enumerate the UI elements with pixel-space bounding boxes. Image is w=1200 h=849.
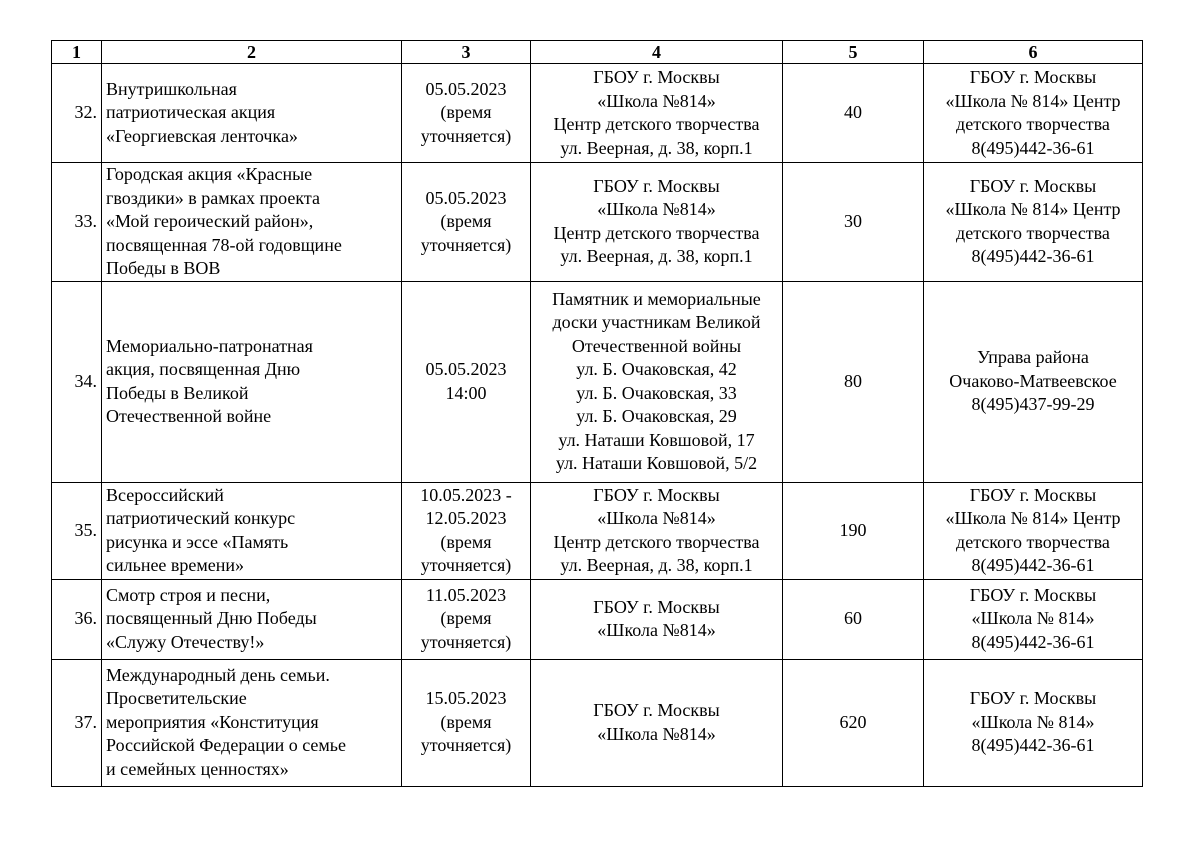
event-date: 05.05.2023 14:00 xyxy=(402,281,531,482)
row-number: 37. xyxy=(52,659,102,786)
responsible-organization: ГБОУ г. Москвы «Школа № 814» Центр детского творчества 8(495)442-36-61 xyxy=(924,64,1143,163)
table-row xyxy=(52,163,1143,282)
event-date: 15.05.2023 (время уточняется) xyxy=(402,659,531,786)
table-row xyxy=(52,579,1143,659)
participant-count: 30 xyxy=(783,163,924,282)
row-number: 32. xyxy=(52,64,102,163)
column-header-1: 1 xyxy=(52,41,102,64)
row-number: 34. xyxy=(52,281,102,482)
event-place: ГБОУ г. Москвы «Школа №814» xyxy=(531,579,783,659)
event-date: 11.05.2023 (время уточняется) xyxy=(402,579,531,659)
responsible-organization: ГБОУ г. Москвы «Школа № 814» 8(495)442-36-61 xyxy=(924,579,1143,659)
event-place: ГБОУ г. Москвы «Школа №814» Центр детского творчества ул. Веерная, д. 38, корп.1 xyxy=(531,163,783,282)
column-header-3: 3 xyxy=(402,41,531,64)
header-row xyxy=(52,41,1143,64)
responsible-organization: ГБОУ г. Москвы «Школа № 814» Центр детского творчества 8(495)442-36-61 xyxy=(924,163,1143,282)
table-row xyxy=(52,659,1143,786)
event-name: Международный день семьи. Просветительские мероприятия «Конституция Российской Федерации о семье и семейных ценностях» xyxy=(102,659,402,786)
column-header-5: 5 xyxy=(783,41,924,64)
table-row xyxy=(52,482,1143,579)
participant-count: 40 xyxy=(783,64,924,163)
responsible-organization: ГБОУ г. Москвы «Школа № 814» 8(495)442-36-61 xyxy=(924,659,1143,786)
event-date: 05.05.2023 (время уточняется) xyxy=(402,163,531,282)
row-number: 36. xyxy=(52,579,102,659)
column-header-4: 4 xyxy=(531,41,783,64)
responsible-organization: Управа района Очаково-Матвеевское 8(495)437-99-29 xyxy=(924,281,1143,482)
event-place: Памятник и мемориальные доски участникам Великой Отечественной войны ул. Б. Очаковская, 42 ул. Б. Очаковская, 33 ул. Б. Очаковская, 29 ул. Наташи Ковшовой, 17 ул. Наташи Ковшовой, 5/2 xyxy=(531,281,783,482)
row-number: 33. xyxy=(52,163,102,282)
participant-count: 190 xyxy=(783,482,924,579)
event-date: 05.05.2023 (время уточняется) xyxy=(402,64,531,163)
table-row xyxy=(52,64,1143,163)
participant-count: 60 xyxy=(783,579,924,659)
event-place: ГБОУ г. Москвы «Школа №814» xyxy=(531,659,783,786)
event-name: Смотр строя и песни, посвященный Дню Победы «Служу Отечеству!» xyxy=(102,579,402,659)
table-row xyxy=(52,281,1143,482)
event-name: Внутришкольная патриотическая акция «Георгиевская ленточка» xyxy=(102,64,402,163)
participant-count: 620 xyxy=(783,659,924,786)
event-name: Мемориально-патронатная акция, посвященная Дню Победы в Великой Отечественной войне xyxy=(102,281,402,482)
column-header-6: 6 xyxy=(924,41,1143,64)
column-header-2: 2 xyxy=(102,41,402,64)
responsible-organization: ГБОУ г. Москвы «Школа № 814» Центр детского творчества 8(495)442-36-61 xyxy=(924,482,1143,579)
row-number: 35. xyxy=(52,482,102,579)
participant-count: 80 xyxy=(783,281,924,482)
event-name: Всероссийский патриотический конкурс рисунка и эссе «Память сильнее времени» xyxy=(102,482,402,579)
event-date: 10.05.2023 - 12.05.2023 (время уточняется) xyxy=(402,482,531,579)
event-place: ГБОУ г. Москвы «Школа №814» Центр детского творчества ул. Веерная, д. 38, корп.1 xyxy=(531,64,783,163)
events-table xyxy=(51,40,1143,787)
event-place: ГБОУ г. Москвы «Школа №814» Центр детского творчества ул. Веерная, д. 38, корп.1 xyxy=(531,482,783,579)
event-name: Городская акция «Красные гвоздики» в рамках проекта «Мой героический район», посвященная 78-ой годовщине Победы в ВОВ xyxy=(102,163,402,282)
